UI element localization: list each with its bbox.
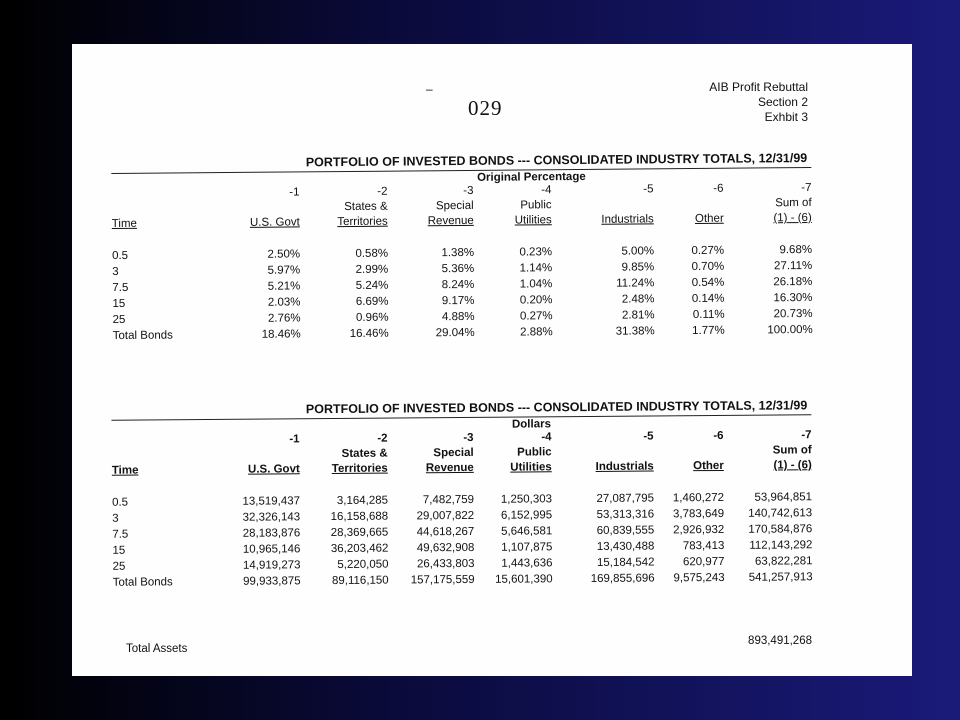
table-cell: 0.23%: [519, 246, 553, 259]
column-name: Utilities: [514, 214, 552, 227]
column-name-top: Special: [435, 199, 474, 213]
table-cell: 16.46%: [349, 327, 389, 340]
table-cell: 15,184,542: [596, 556, 655, 569]
table-cell: 49,632,908: [416, 541, 475, 555]
table-cell: 2.88%: [520, 326, 553, 339]
table-cell: 5.36%: [441, 262, 475, 276]
table-cell: 1,460,272: [672, 491, 725, 505]
table-cell: 541,257,913: [748, 571, 813, 584]
row-label: 25: [112, 560, 126, 573]
table-cell: 2,926,932: [673, 523, 725, 537]
section-subtitle: Dollars: [511, 418, 551, 431]
table-cell: 2.50%: [267, 248, 301, 261]
column-header: [653, 429, 723, 475]
table-cell: 783,413: [682, 539, 725, 553]
column-name-top: [654, 444, 724, 460]
column-name: Time: [111, 464, 139, 477]
column-number: -3: [463, 431, 474, 444]
column-name: Time: [111, 217, 137, 231]
column-header: [473, 183, 551, 229]
column-name-top: States &: [341, 447, 388, 460]
row-label: 0.5: [112, 249, 129, 263]
table-cell: 8.24%: [441, 278, 475, 292]
table-cell: 1.38%: [441, 246, 475, 260]
table-cell: 2.03%: [267, 296, 301, 309]
column-name-top: [210, 200, 300, 216]
exhibit-line-2: Section 2: [757, 95, 808, 109]
column-name-top: [112, 201, 210, 217]
column-name: Other: [694, 212, 724, 225]
table-cell: 20.73%: [773, 307, 813, 321]
table-cell: 36,203,462: [330, 542, 389, 556]
table-cell: 99,933,875: [243, 575, 301, 588]
column-name-top: [210, 447, 300, 463]
table-cell: 170,584,876: [748, 523, 813, 536]
column-number: -7: [801, 181, 812, 195]
row-label: 3: [112, 265, 119, 279]
exhibit-line-3: Exhbit 3: [764, 110, 808, 124]
table-cell: 9.68%: [779, 243, 813, 257]
table-cell: 0.11%: [692, 308, 725, 321]
total-assets-label: Total Assets: [126, 643, 188, 655]
table-cell: 5,646,581: [501, 525, 553, 538]
header-row: [111, 181, 811, 232]
row-label: 15: [112, 297, 126, 311]
column-header: [387, 184, 473, 230]
percentage-section: [111, 151, 813, 344]
column-header: [474, 430, 552, 476]
table-cell: 7,482,759: [422, 493, 475, 507]
table-cell: 4.88%: [441, 310, 475, 324]
dollars-table: [112, 428, 813, 590]
table-cell: 18.46%: [261, 328, 301, 341]
table-cell: 9.85%: [621, 261, 655, 274]
table-cell: 6.69%: [355, 295, 389, 308]
table-cell: 14,919,273: [242, 559, 301, 572]
table-cell: 157,175,559: [410, 573, 475, 587]
column-header: [111, 186, 209, 232]
table-cell: 1,107,875: [501, 541, 553, 554]
column-header: [388, 431, 474, 477]
column-name-top: Special: [433, 446, 474, 460]
section-subtitle: Original Percentage: [477, 170, 586, 184]
table-cell: 0.20%: [519, 294, 553, 307]
table-cell: 60,839,555: [596, 524, 655, 537]
table-cell: 13,430,488: [596, 540, 655, 553]
column-name-top: [552, 444, 654, 460]
column-name: U.S. Govt: [247, 463, 300, 476]
row-label: 3: [112, 512, 119, 525]
column-number: -2: [377, 432, 388, 445]
table-cell: 29,007,822: [416, 509, 475, 523]
table-cell: 11.24%: [616, 277, 655, 290]
column-header: [112, 433, 210, 479]
table-cell: 26,433,803: [416, 557, 475, 571]
column-header: [209, 185, 299, 231]
column-name-top: Sum of: [775, 196, 812, 210]
header-row: [112, 428, 812, 478]
column-header: [723, 428, 811, 474]
column-header: [299, 185, 387, 231]
row-label: 0.5: [112, 496, 129, 509]
column-name: Territories: [331, 462, 388, 476]
table-cell: 0.70%: [691, 260, 725, 273]
table-cell: 15,601,390: [495, 573, 553, 586]
table-cell: 89,116,150: [331, 574, 389, 588]
table-cell: 2.99%: [355, 263, 389, 276]
column-name-top: [552, 197, 654, 213]
table-cell: 0.58%: [355, 247, 389, 260]
row-label: 25: [112, 313, 126, 327]
table-cell: 0.96%: [355, 311, 389, 324]
table-cell: 620,977: [682, 555, 725, 569]
column-name: (1) - (6): [773, 211, 812, 225]
column-name-top: States &: [344, 200, 388, 214]
column-number: -1: [289, 433, 300, 446]
table-cell: 1,443,636: [501, 557, 553, 570]
section-title: PORTFOLIO OF INVESTED BONDS --- CONSOLIDATED INDUSTRY TOTALS, 12/31/99: [111, 398, 811, 420]
table-cell: 27,087,795: [596, 492, 655, 505]
column-header: [551, 429, 653, 475]
table-cell: 0.27%: [519, 310, 553, 323]
table-cell: 27.11%: [773, 259, 813, 273]
table-cell: 100.00%: [767, 323, 813, 337]
table-cell: 13,519,437: [242, 495, 301, 508]
table-cell: 140,742,613: [748, 507, 813, 520]
table-cell: 1.14%: [519, 262, 553, 275]
column-header: [653, 182, 723, 228]
column-number: -3: [463, 184, 474, 197]
column-name: Other: [693, 459, 724, 473]
table-cell: 1,250,303: [500, 493, 553, 506]
table-cell: 112,143,292: [749, 539, 813, 552]
column-name-top: [654, 197, 724, 213]
table-cell: 5.24%: [355, 279, 389, 292]
column-name: Territories: [337, 215, 388, 229]
table-cell: 63,822,281: [754, 555, 813, 568]
column-header: [551, 182, 653, 228]
column-name-top: Sum of: [772, 444, 812, 457]
table-cell: 53,313,316: [596, 508, 655, 521]
column-number: -6: [713, 182, 724, 195]
column-name-top: [112, 448, 210, 464]
row-label: Total Bonds: [112, 576, 173, 589]
column-number: -7: [801, 429, 812, 442]
table-cell: 0.14%: [691, 292, 725, 305]
row-label: Total Bonds: [112, 329, 173, 343]
row-label: 7.5: [112, 281, 129, 295]
table-cell: 5.97%: [267, 264, 301, 277]
table-cell: 29.04%: [435, 326, 475, 340]
table-cell: 9.17%: [441, 294, 475, 308]
exhibit-line-1: AIB Profit Rebuttal: [709, 80, 808, 94]
table-cell: 16.30%: [773, 291, 813, 305]
table-cell: 1.04%: [519, 278, 553, 291]
exhibit-reference: [709, 80, 808, 125]
page-number: 029: [468, 96, 503, 120]
column-name: Industrials: [601, 213, 654, 226]
row-label: 15: [112, 544, 126, 557]
column-name: Revenue: [425, 461, 474, 475]
column-header: [300, 432, 388, 478]
column-number: -6: [713, 429, 724, 443]
column-number: -2: [377, 185, 388, 198]
table-cell: 9,575,243: [673, 571, 725, 585]
column-number: -4: [541, 184, 552, 197]
row-label: 7.5: [112, 528, 129, 541]
column-name-top: Public: [517, 446, 552, 459]
column-name-top: Public: [520, 199, 552, 212]
dollars-section: [111, 398, 812, 590]
column-name: Industrials: [595, 460, 654, 473]
table-cell: 26.18%: [773, 275, 813, 289]
table-cell: 32,326,143: [242, 511, 301, 524]
table-cell: 53,964,851: [754, 491, 813, 504]
column-number: -5: [643, 183, 654, 196]
table-cell: 2.48%: [621, 293, 655, 306]
table-cell: 5.00%: [621, 245, 655, 258]
table-cell: 5,220,050: [337, 558, 389, 571]
table-cell: 2.76%: [267, 312, 301, 325]
section-title: PORTFOLIO OF INVESTED BONDS --- CONSOLIDATED INDUSTRY TOTALS, 12/31/99: [111, 151, 811, 174]
document-page: [72, 44, 912, 676]
column-name: Revenue: [427, 214, 474, 228]
table-cell: 5.21%: [267, 280, 301, 293]
table-cell: 10,965,146: [242, 543, 301, 556]
table-cell: 3,164,285: [336, 494, 389, 507]
column-name: U.S. Govt: [249, 216, 300, 229]
table-cell: 16,158,688: [330, 510, 389, 524]
column-header: [210, 432, 300, 478]
column-number: -5: [643, 430, 654, 443]
column-header: [723, 181, 811, 227]
table-cell: 0.27%: [691, 244, 725, 257]
table-cell: 6,152,995: [500, 509, 553, 522]
column-number: -1: [289, 186, 300, 199]
table-cell: 28,369,665: [330, 526, 389, 540]
column-name: Utilities: [510, 461, 552, 474]
total-assets-value: 893,491,268: [748, 635, 812, 647]
column-number: -4: [541, 431, 552, 444]
table-cell: 169,855,696: [590, 572, 655, 585]
table-cell: 0.54%: [691, 276, 725, 289]
percentage-table: [111, 181, 812, 344]
column-name: (1) - (6): [773, 459, 812, 472]
header-dash: –: [426, 82, 433, 96]
table-cell: 44,618,267: [416, 525, 475, 539]
table-cell: 28,183,876: [242, 527, 301, 540]
table-cell: 1.77%: [692, 324, 725, 337]
table-cell: 3,783,649: [672, 507, 725, 521]
table-cell: 31.38%: [615, 325, 655, 338]
table-cell: 2.81%: [621, 309, 655, 322]
